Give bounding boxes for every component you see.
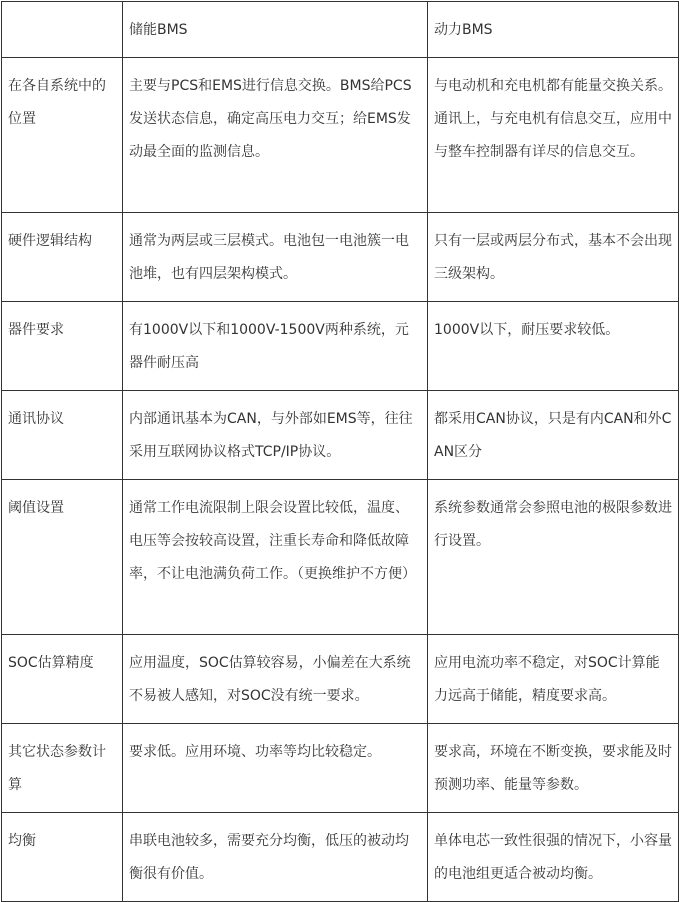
power-bms-cell: 只有一层或两层分布式，基本不会出现三级架构。 — [428, 213, 679, 302]
table-row — [2, 213, 679, 302]
storage-bms-cell: 串联电池较多，需要充分均衡，低压的被动均衡很有价值。 — [123, 813, 428, 902]
table-row — [2, 480, 679, 635]
table-row — [2, 724, 679, 813]
table-row — [2, 302, 679, 391]
comparison-table — [1, 1, 679, 902]
storage-bms-cell: 主要与PCS和EMS进行信息交换。BMS给PCS发送状态信息，确定高压电力交互；给EMS发动最全面的监测信息。 — [123, 58, 428, 213]
storage-bms-cell: 内部通讯基本为CAN，与外部如EMS等，往往采用互联网协议格式TCP/IP协议。 — [123, 391, 428, 480]
row-label-cell: 均衡 — [2, 813, 123, 902]
header-cell-storage-bms: 储能BMS — [123, 2, 428, 58]
storage-bms-cell: 应用温度，SOC估算较容易，小偏差在大系统不易被人感知，对SOC没有统一要求。 — [123, 635, 428, 724]
row-label-cell: SOC估算精度 — [2, 635, 123, 724]
table-row — [2, 391, 679, 480]
header-cell-power-bms: 动力BMS — [428, 2, 679, 58]
row-label-cell: 阈值设置 — [2, 480, 123, 635]
table-row — [2, 635, 679, 724]
row-label-cell: 硬件逻辑结构 — [2, 213, 123, 302]
storage-bms-cell: 要求低。应用环境、功率等均比较稳定。 — [123, 724, 428, 813]
header-cell-empty — [2, 2, 123, 58]
header-row — [2, 2, 679, 58]
row-label-cell: 其它状态参数计算 — [2, 724, 123, 813]
storage-bms-cell: 有1000V以下和1000V-1500V两种系统，元器件耐压高 — [123, 302, 428, 391]
power-bms-cell: 单体电芯一致性很强的情况下，小容量的电池组更适合被动均衡。 — [428, 813, 679, 902]
power-bms-cell: 要求高，环境在不断变换，要求能及时预测功率、能量等参数。 — [428, 724, 679, 813]
table-row — [2, 813, 679, 902]
table-row — [2, 58, 679, 213]
power-bms-cell: 应用电流功率不稳定，对SOC计算能力远高于储能，精度要求高。 — [428, 635, 679, 724]
row-label-cell: 器件要求 — [2, 302, 123, 391]
power-bms-cell: 都采用CAN协议，只是有内CAN和外CAN区分 — [428, 391, 679, 480]
row-label-cell: 通讯协议 — [2, 391, 123, 480]
power-bms-cell: 系统参数通常会参照电池的极限参数进行设置。 — [428, 480, 679, 635]
storage-bms-cell: 通常工作电流限制上限会设置比较低，温度、电压等会按较高设置，注重长寿命和降低故障率，不让电池满负荷工作。（更换维护不方便） — [123, 480, 428, 635]
power-bms-cell: 1000V以下，耐压要求较低。 — [428, 302, 679, 391]
power-bms-cell: 与电动机和充电机都有能量交换关系。通讯上，与充电机有信息交互，应用中与整车控制器有详尽的信息交互。 — [428, 58, 679, 213]
row-label-cell: 在各自系统中的位置 — [2, 58, 123, 213]
storage-bms-cell: 通常为两层或三层模式。电池包一电池簇一电池堆，也有四层架构模式。 — [123, 213, 428, 302]
